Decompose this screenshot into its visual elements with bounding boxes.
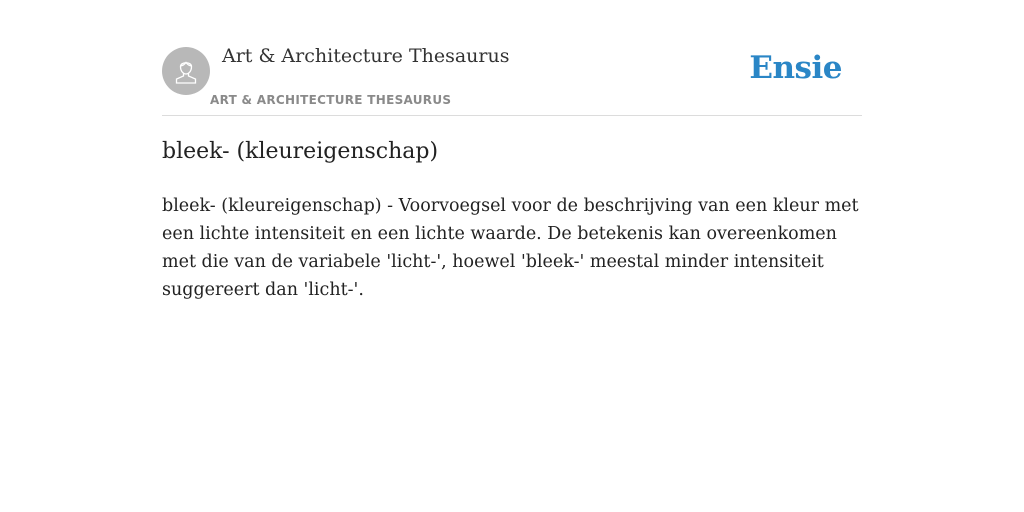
header-title[interactable]: Art & Architecture Thesaurus [222,45,510,67]
avatar[interactable] [162,47,210,95]
page-container [162,0,862,300]
header [162,0,862,116]
page-title: bleek- (kleureigenschap) [162,139,439,164]
definition-text: bleek- (kleureigenschap) - Voorvoegsel voor de beschrijving van een kleur met een lichte intensiteit en een lichte waarde. De betekenis kan overeenkomen met die van de variabele 'licht-', hoewel 'bleek-' meestal minder intensiteit suggereert dan 'licht-'. [162,196,859,300]
header-subtitle[interactable]: ART & ARCHITECTURE THESAURUS [210,93,452,107]
user-silhouette-icon [170,55,202,87]
ensie-logo[interactable]: Ensie [749,50,842,86]
